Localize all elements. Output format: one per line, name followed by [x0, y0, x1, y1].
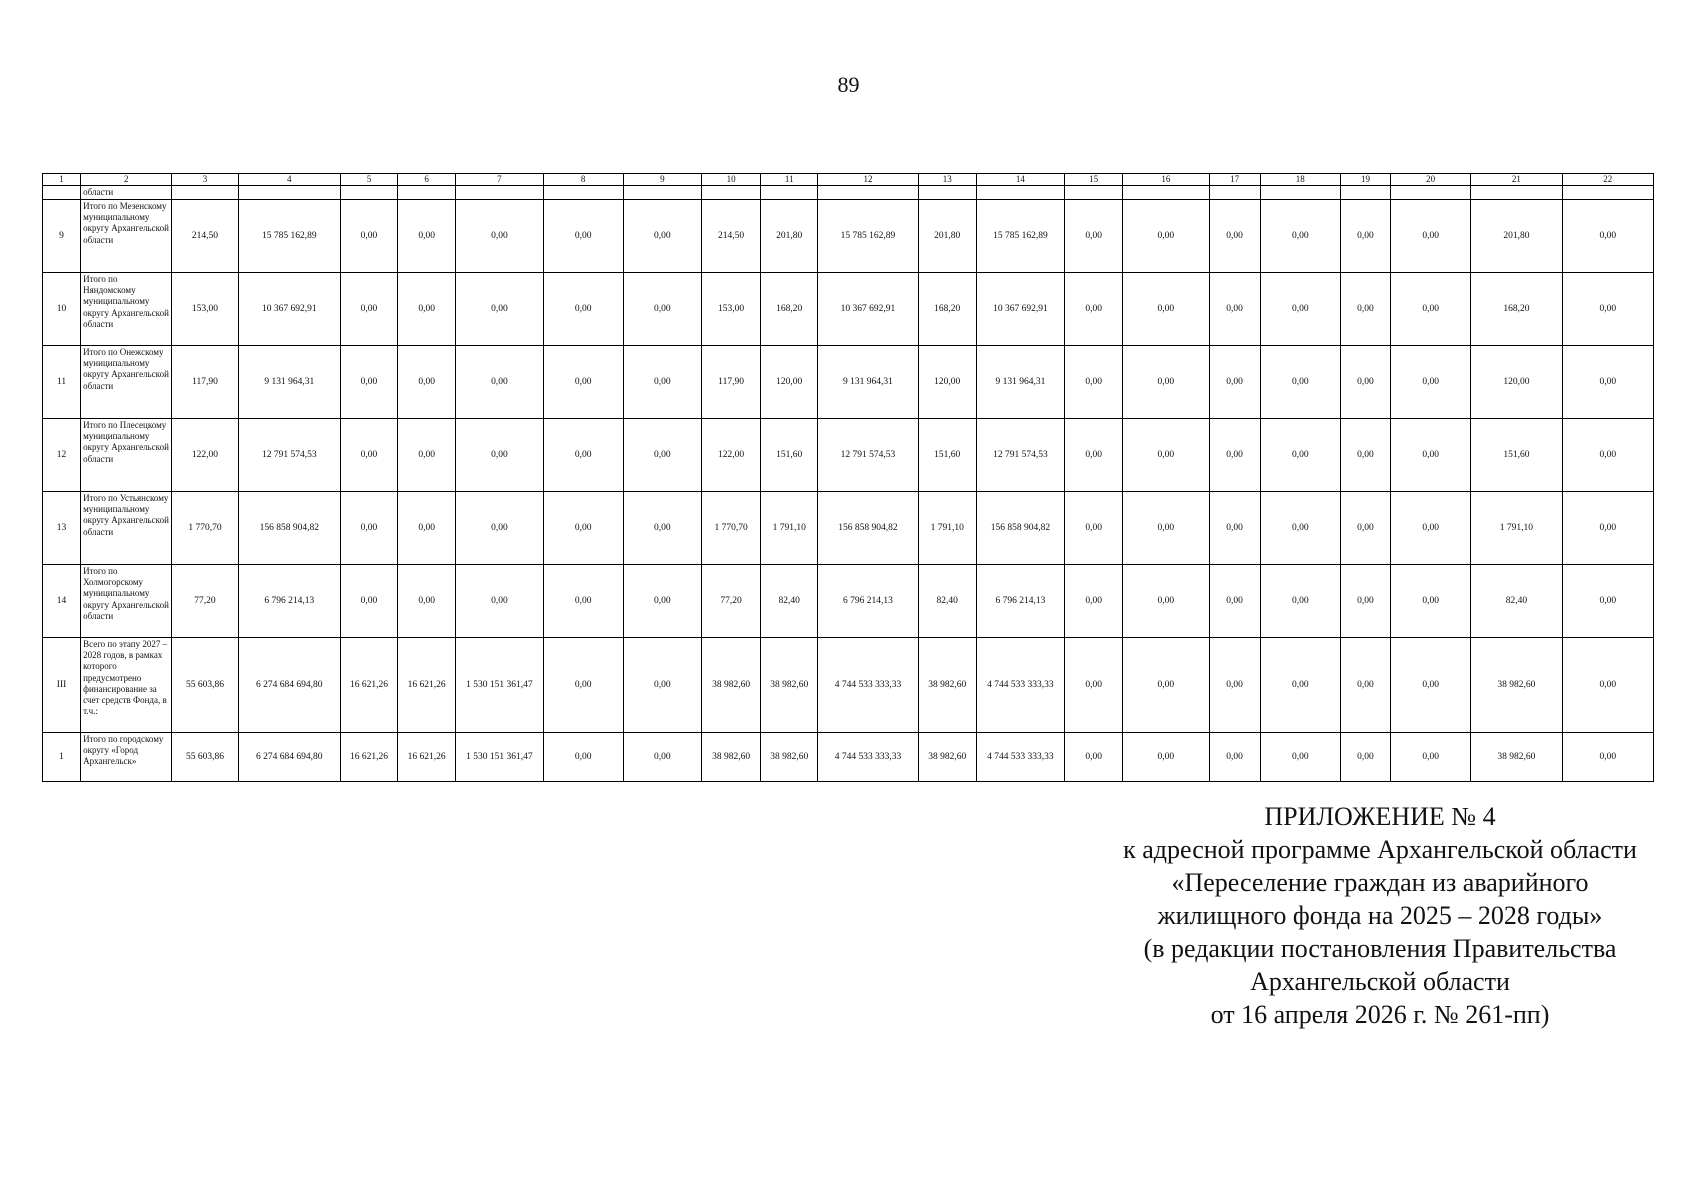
table-cell: 0,00 — [1260, 638, 1340, 733]
table-cell: 10 367 692,91 — [818, 273, 918, 346]
table-cell: 0,00 — [623, 565, 701, 638]
table-cell: 168,20 — [761, 273, 818, 346]
column-number-header: 3 — [172, 174, 238, 186]
table-cell: 1 791,10 — [761, 492, 818, 565]
table-cell: 1 530 151 361,47 — [456, 638, 543, 733]
table-cell: 0,00 — [1065, 638, 1123, 733]
column-number-header: 1 — [43, 174, 81, 186]
table-cell: 4 744 533 333,33 — [976, 638, 1064, 733]
column-number-header: 10 — [701, 174, 760, 186]
table-cell: 0,00 — [1260, 565, 1340, 638]
table-cell: 0,00 — [1209, 419, 1260, 492]
column-number-header: 17 — [1209, 174, 1260, 186]
table-cell: 0,00 — [340, 565, 397, 638]
table-cell: 0,00 — [1260, 200, 1340, 273]
table-cell: 0,00 — [456, 346, 543, 419]
appendix-line: от 16 апреля 2026 г. № 261-пп) — [1210, 1000, 1550, 1029]
table-cell: 55 603,86 — [172, 733, 238, 782]
table-body — [43, 174, 1654, 782]
row-name-cell: Итого по Онежскому муниципальному округу Архангельской области — [81, 346, 172, 419]
table-cell: 0,00 — [543, 200, 623, 273]
table-cell: 0,00 — [1391, 346, 1471, 419]
table-cell: 122,00 — [701, 419, 760, 492]
table-cell: 4 744 533 333,33 — [818, 733, 918, 782]
page-number: 89 — [837, 72, 860, 97]
row-name-cell: Итого по Устьянскому муниципальному округу Архангельской области — [81, 492, 172, 565]
table-cell: 214,50 — [172, 200, 238, 273]
table-cell: 0,00 — [623, 733, 701, 782]
table-cell: 151,60 — [918, 419, 976, 492]
table-cell: 6 274 684 694,80 — [238, 638, 340, 733]
table-cell: 16 621,26 — [340, 733, 397, 782]
column-number-header: 9 — [623, 174, 701, 186]
column-number-header: 22 — [1562, 174, 1653, 186]
table-cell: 0,00 — [1065, 733, 1123, 782]
column-number-header: 20 — [1391, 174, 1471, 186]
table-cell: 0,00 — [543, 733, 623, 782]
column-number-header: 6 — [398, 174, 456, 186]
table-cell: 1 791,10 — [1471, 492, 1562, 565]
table-cell: 201,80 — [918, 200, 976, 273]
table-cell: 0,00 — [456, 200, 543, 273]
continuation-row — [43, 186, 1654, 200]
table-cell: 77,20 — [172, 565, 238, 638]
column-number-row — [43, 174, 1654, 186]
table-cell: 82,40 — [918, 565, 976, 638]
table-cell: 0,00 — [1123, 200, 1209, 273]
table-cell: 6 796 214,13 — [976, 565, 1064, 638]
table-cell: 120,00 — [761, 346, 818, 419]
table-cell: 4 744 533 333,33 — [818, 638, 918, 733]
table-cell: 0,00 — [1391, 638, 1471, 733]
table-cell: 38 982,60 — [1471, 638, 1562, 733]
table-cell: 0,00 — [1065, 346, 1123, 419]
table-cell: 0,00 — [1562, 346, 1653, 419]
table-cell: 0,00 — [1123, 419, 1209, 492]
table-cell: 0,00 — [456, 492, 543, 565]
table-cell: 0,00 — [1123, 273, 1209, 346]
table-cell: 0,00 — [398, 200, 456, 273]
row-name-cell: Итого по Няндомскому муниципальному округу Архангельской области — [81, 273, 172, 346]
column-number-header: 8 — [543, 174, 623, 186]
table-cell: 10 367 692,91 — [976, 273, 1064, 346]
table-cell: 15 785 162,89 — [976, 200, 1064, 273]
data-table-container — [42, 173, 1654, 782]
table-cell: 0,00 — [1209, 273, 1260, 346]
table-cell: 38 982,60 — [761, 638, 818, 733]
table-cell: 0,00 — [543, 565, 623, 638]
table-cell: 0,00 — [456, 565, 543, 638]
column-number-header: 7 — [456, 174, 543, 186]
appendix-line: Архангельской области — [1250, 967, 1510, 996]
row-name-cell: Итого по Плесецкому муниципальному округу Архангельской области — [81, 419, 172, 492]
table-cell: 0,00 — [1065, 200, 1123, 273]
table-cell: 0,00 — [1123, 492, 1209, 565]
table-cell: 0,00 — [1562, 733, 1653, 782]
table-cell: 0,00 — [456, 419, 543, 492]
table-cell: 0,00 — [543, 492, 623, 565]
row-name-cell: Всего по этапу 2027 – 2028 годов, в рамках которого предусмотрено финансирование за счет средств Фонда, в т.ч.: — [81, 638, 172, 733]
table-cell: 15 785 162,89 — [818, 200, 918, 273]
table-cell: 0,00 — [340, 419, 397, 492]
table-cell: 4 744 533 333,33 — [976, 733, 1064, 782]
table-cell: 153,00 — [172, 273, 238, 346]
table-cell: 0,00 — [1065, 419, 1123, 492]
row-number-cell: 1 — [43, 733, 81, 782]
table-cell: 0,00 — [1123, 565, 1209, 638]
table-cell: 82,40 — [761, 565, 818, 638]
table-cell: 0,00 — [1209, 346, 1260, 419]
table-cell: 0,00 — [623, 200, 701, 273]
table-cell: 0,00 — [398, 273, 456, 346]
row-number-cell: 11 — [43, 346, 81, 419]
table-cell: 0,00 — [1340, 733, 1390, 782]
table-cell: 9 131 964,31 — [238, 346, 340, 419]
table-cell: 6 274 684 694,80 — [238, 733, 340, 782]
table-cell: 0,00 — [1123, 638, 1209, 733]
column-number-header: 21 — [1471, 174, 1562, 186]
table-cell: 0,00 — [1391, 565, 1471, 638]
table-cell: 151,60 — [761, 419, 818, 492]
table-cell: 12 791 574,53 — [818, 419, 918, 492]
table-cell: 214,50 — [701, 200, 760, 273]
table-cell: 151,60 — [1471, 419, 1562, 492]
column-number-header: 4 — [238, 174, 340, 186]
table-cell: 122,00 — [172, 419, 238, 492]
table-cell: 1 770,70 — [172, 492, 238, 565]
table-cell: 120,00 — [918, 346, 976, 419]
table-cell: 12 791 574,53 — [976, 419, 1064, 492]
table-cell: 6 796 214,13 — [818, 565, 918, 638]
row-name-cell: Итого по Мезенскому муниципальному округу Архангельской области — [81, 200, 172, 273]
appendix-line: к адресной программе Архангельской области — [1123, 835, 1637, 864]
table-cell: 0,00 — [1391, 200, 1471, 273]
table-cell: 10 367 692,91 — [238, 273, 340, 346]
table-cell: 156 858 904,82 — [976, 492, 1064, 565]
table-cell: 0,00 — [398, 346, 456, 419]
row-number-cell: 14 — [43, 565, 81, 638]
table-cell: 38 982,60 — [701, 733, 760, 782]
table-cell: 38 982,60 — [918, 638, 976, 733]
table-cell: 0,00 — [1391, 419, 1471, 492]
table-row — [43, 273, 1654, 346]
table-cell: 201,80 — [1471, 200, 1562, 273]
column-number-header: 19 — [1340, 174, 1390, 186]
table-cell: 156 858 904,82 — [238, 492, 340, 565]
appendix-line: (в редакции постановления Правительства — [1143, 934, 1617, 963]
table-cell: 0,00 — [1391, 492, 1471, 565]
row-number-cell: III — [43, 638, 81, 733]
table-cell: 168,20 — [918, 273, 976, 346]
table-cell: 0,00 — [1340, 273, 1390, 346]
table-cell: 55 603,86 — [172, 638, 238, 733]
table-row — [43, 419, 1654, 492]
column-number-header: 5 — [340, 174, 397, 186]
column-number-header: 13 — [918, 174, 976, 186]
table-cell: 0,00 — [1562, 492, 1653, 565]
table-cell: 0,00 — [398, 565, 456, 638]
table-cell: 0,00 — [543, 419, 623, 492]
table-row — [43, 733, 1654, 782]
table-cell: 0,00 — [1065, 492, 1123, 565]
table-cell: 38 982,60 — [701, 638, 760, 733]
table-cell: 0,00 — [1065, 565, 1123, 638]
table-cell: 120,00 — [1471, 346, 1562, 419]
table-cell: 0,00 — [1340, 565, 1390, 638]
table-cell: 38 982,60 — [918, 733, 976, 782]
table-cell: 0,00 — [1391, 733, 1471, 782]
table-cell: 0,00 — [1340, 492, 1390, 565]
table-cell: 16 621,26 — [398, 638, 456, 733]
table-cell: 0,00 — [1562, 200, 1653, 273]
table-row — [43, 565, 1654, 638]
table-cell: 0,00 — [1209, 200, 1260, 273]
table-cell: 9 131 964,31 — [818, 346, 918, 419]
table-cell: 0,00 — [1260, 346, 1340, 419]
table-cell: 0,00 — [340, 346, 397, 419]
column-number-header: 12 — [818, 174, 918, 186]
row-name-cell: Итого по городскому округу «Город Архангельск» — [81, 733, 172, 782]
table-cell: 0,00 — [623, 273, 701, 346]
table-cell: 0,00 — [1562, 273, 1653, 346]
table-cell: 0,00 — [1260, 419, 1340, 492]
table-cell: 16 621,26 — [340, 638, 397, 733]
appendix-line: «Переселение граждан из аварийного — [1171, 868, 1589, 897]
table-cell: 0,00 — [543, 346, 623, 419]
table-cell: 0,00 — [623, 492, 701, 565]
table-cell: 0,00 — [1123, 733, 1209, 782]
table-cell: 82,40 — [1471, 565, 1562, 638]
table-cell: 38 982,60 — [761, 733, 818, 782]
table-cell: 0,00 — [1562, 638, 1653, 733]
column-number-header: 2 — [81, 174, 172, 186]
table-row — [43, 638, 1654, 733]
continuation-text: области — [81, 186, 172, 200]
table-cell: 0,00 — [340, 273, 397, 346]
table-cell: 117,90 — [172, 346, 238, 419]
row-number-cell: 13 — [43, 492, 81, 565]
row-number-cell: 10 — [43, 273, 81, 346]
table-cell: 0,00 — [1340, 346, 1390, 419]
table-cell: 0,00 — [1123, 346, 1209, 419]
table-cell: 0,00 — [1260, 733, 1340, 782]
appendix-heading-block — [1070, 800, 1690, 1031]
table-cell: 0,00 — [1340, 200, 1390, 273]
column-number-header: 18 — [1260, 174, 1340, 186]
column-number-header: 14 — [976, 174, 1064, 186]
table-cell: 1 791,10 — [918, 492, 976, 565]
table-cell: 77,20 — [701, 565, 760, 638]
continuation-cell — [43, 186, 81, 200]
table-cell: 0,00 — [623, 419, 701, 492]
table-cell: 117,90 — [701, 346, 760, 419]
table-cell: 153,00 — [701, 273, 760, 346]
table-cell: 9 131 964,31 — [976, 346, 1064, 419]
table-cell: 201,80 — [761, 200, 818, 273]
table-cell: 0,00 — [1209, 565, 1260, 638]
table-cell: 12 791 574,53 — [238, 419, 340, 492]
row-number-cell: 12 — [43, 419, 81, 492]
table-cell: 1 530 151 361,47 — [456, 733, 543, 782]
appendix-title: ПРИЛОЖЕНИЕ № 4 — [1264, 802, 1496, 831]
table-cell: 0,00 — [1260, 492, 1340, 565]
data-table — [42, 173, 1654, 782]
table-cell: 1 770,70 — [701, 492, 760, 565]
table-cell: 0,00 — [340, 492, 397, 565]
table-cell: 16 621,26 — [398, 733, 456, 782]
table-cell: 0,00 — [623, 346, 701, 419]
table-cell: 0,00 — [1340, 638, 1390, 733]
table-cell: 0,00 — [1209, 733, 1260, 782]
appendix-line: жилищного фонда на 2025 – 2028 годы» — [1157, 901, 1603, 930]
table-cell: 156 858 904,82 — [818, 492, 918, 565]
table-cell: 6 796 214,13 — [238, 565, 340, 638]
table-cell: 0,00 — [456, 273, 543, 346]
table-cell: 0,00 — [543, 273, 623, 346]
table-cell: 0,00 — [543, 638, 623, 733]
table-cell: 0,00 — [1562, 565, 1653, 638]
table-cell: 0,00 — [398, 419, 456, 492]
table-cell: 0,00 — [340, 200, 397, 273]
column-number-header: 11 — [761, 174, 818, 186]
table-cell: 0,00 — [398, 492, 456, 565]
table-cell: 168,20 — [1471, 273, 1562, 346]
table-cell: 0,00 — [623, 638, 701, 733]
table-cell: 38 982,60 — [1471, 733, 1562, 782]
table-cell: 0,00 — [1340, 419, 1390, 492]
column-number-header: 16 — [1123, 174, 1209, 186]
table-row — [43, 200, 1654, 273]
row-number-cell: 9 — [43, 200, 81, 273]
table-cell: 0,00 — [1209, 492, 1260, 565]
table-row — [43, 492, 1654, 565]
table-cell: 0,00 — [1065, 273, 1123, 346]
row-name-cell: Итого по Холмогорскому муниципальному округу Архангельской области — [81, 565, 172, 638]
table-cell: 15 785 162,89 — [238, 200, 340, 273]
column-number-header: 15 — [1065, 174, 1123, 186]
table-cell: 0,00 — [1562, 419, 1653, 492]
table-cell: 0,00 — [1260, 273, 1340, 346]
table-cell: 0,00 — [1391, 273, 1471, 346]
table-row — [43, 346, 1654, 419]
table-cell: 0,00 — [1209, 638, 1260, 733]
